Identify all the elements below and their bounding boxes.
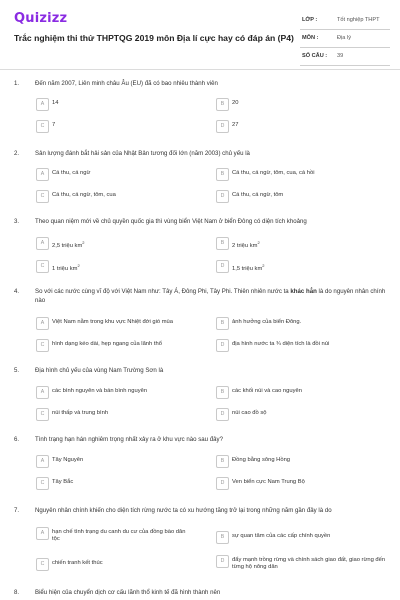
quizizz-logo: Quizizz — [14, 11, 68, 26]
option-letter: D — [216, 339, 229, 352]
option-letter: C — [36, 339, 49, 352]
meta-key: MÔN : — [302, 35, 319, 41]
question-text: Địa hình chủ yếu của vùng Nam Trường Sơn là — [35, 367, 164, 374]
option-text: núi thấp và trung bình — [52, 410, 109, 416]
option-letter: A — [36, 98, 49, 111]
option-text: địa hình nước ta ¾ diện tích là đồi núi — [232, 341, 330, 347]
question-text: Biểu hiện của chuyển dịch cơ cấu lãnh thổ kinh tế đã hình thành nên — [35, 589, 221, 596]
document-title: Trắc nghiệm thi thử THPTQG 2019 môn Địa lí cực hay có đáp án (P4) — [14, 33, 294, 43]
option-text: 2,5 triệu $km^2$ — [52, 240, 85, 249]
option-letter: B — [216, 455, 229, 468]
meta-row-count — [300, 48, 390, 66]
option-letter: B — [216, 168, 229, 181]
question-number: 7. — [14, 507, 20, 514]
question-number: 1. — [14, 80, 20, 87]
option-text: Việt Nam nằm trong khu vực Nhiệt đới gió mùa — [52, 319, 173, 325]
option-letter: A — [36, 386, 49, 399]
option-letter: D — [216, 260, 229, 273]
option-letter: C — [36, 190, 49, 203]
header-divider — [0, 69, 400, 70]
question-number: 6. — [14, 436, 20, 443]
option-text: 7 — [52, 122, 56, 128]
option-text: 14 — [52, 100, 59, 106]
option-letter: A — [36, 527, 49, 540]
question-number: 5. — [14, 367, 20, 374]
option-text: núi cao đồ sộ — [232, 410, 267, 416]
question-text: Nguyên nhân chính khiến cho diện tích rừng nước ta có xu hướng tăng trở lại trong những năm gần đây là do — [35, 507, 332, 514]
option-letter: B — [216, 531, 229, 544]
meta-value: 39 — [337, 53, 344, 59]
option-letter: D — [216, 408, 229, 421]
option-letter: D — [216, 555, 229, 568]
option-letter: C — [36, 260, 49, 273]
option-text: Cá thu, cá ngừ, tôm, cua, cá hồi — [232, 170, 315, 176]
option-letter: A — [36, 317, 49, 330]
option-letter: A — [36, 168, 49, 181]
option-text: hạn chế tình trạng du canh du cư của đồng bào dân tộc — [52, 529, 186, 542]
question-text: Sản lượng đánh bắt hải sản của Nhật Bản tương đối lớn (năm 2003) chủ yếu là — [35, 150, 250, 157]
option-letter: C — [36, 477, 49, 490]
option-text: các khối núi và cao nguyên — [232, 388, 302, 394]
option-text: 2 triệu $km^2$ — [232, 240, 260, 249]
emphasis-text: khác hẳn — [290, 288, 317, 295]
meta-table — [300, 12, 390, 66]
option-letter: C — [36, 408, 49, 421]
option-letter: B — [216, 98, 229, 111]
meta-key: SỐ CÂU : — [302, 53, 328, 59]
option-text: Tây Bắc — [52, 479, 74, 485]
option-text: Cá thu, cá ngừ, tôm, cua — [52, 192, 116, 198]
meta-row-subject — [300, 30, 390, 48]
option-letter: B — [216, 317, 229, 330]
option-letter: C — [36, 120, 49, 133]
option-text: hình dạng kéo dài, hẹp ngang của lãnh thổ — [52, 341, 162, 347]
option-letter: B — [216, 237, 229, 250]
option-text: Ven biển cực Nam Trung Bộ — [232, 479, 305, 485]
option-letter: C — [36, 558, 49, 571]
option-text: các bình nguyên và bán bình nguyên — [52, 388, 148, 394]
question-number: 3. — [14, 218, 20, 225]
option-text: Đồng bằng sông Hồng — [232, 457, 291, 463]
header — [0, 0, 400, 68]
option-text: sự quan tâm của các cấp chính quyền — [232, 533, 331, 539]
option-text: Cá thu, cá ngừ, tôm — [232, 192, 284, 198]
option-text: 1 triệu $km^2$ — [52, 263, 80, 272]
option-text: 27 — [232, 122, 239, 128]
option-text: 1,5 triệu $km^2$ — [232, 263, 265, 272]
option-text: chiến tranh kết thúc — [52, 560, 103, 566]
meta-row-class — [300, 12, 390, 30]
question-number: 4. — [14, 288, 20, 295]
option-letter: D — [216, 120, 229, 133]
question-text: Theo quan niệm mới về chủ quyền quốc gia thì vùng biển Việt Nam ở biển Đông có diện tích khoảng — [35, 218, 307, 225]
option-letter: B — [216, 386, 229, 399]
option-text: đẩy mạnh trồng rừng và chính sách giao đất, giao rừng đến từng hộ nông dân — [232, 557, 386, 570]
question-number: 8. — [14, 589, 20, 596]
option-text: Cá thu, cá ngừ — [52, 170, 91, 176]
meta-value: Địa lý — [337, 35, 351, 41]
option-letter: D — [216, 190, 229, 203]
option-text: ảnh hưởng của biển Đông. — [232, 319, 302, 325]
option-text: 20 — [232, 100, 239, 106]
meta-key: LỚP : — [302, 17, 318, 23]
question-text: Đến năm 2007, Liên minh châu Âu (EU) đã có bao nhiêu thành viên — [35, 80, 218, 87]
question-number: 2. — [14, 150, 20, 157]
question-text: Tình trạng hạn hán nghiêm trọng nhất xảy ra ở khu vực nào sau đây? — [35, 436, 223, 443]
option-letter: A — [36, 237, 49, 250]
option-letter: A — [36, 455, 49, 468]
option-letter: D — [216, 477, 229, 490]
option-text: Tây Nguyên — [52, 457, 84, 463]
meta-value: Tốt nghiệp THPT — [337, 17, 380, 23]
question-text: So với các nước cùng vĩ độ với Việt Nam như: Tây Á, Đông Phi, Tây Phi. Thiên nhiên nước ta khác hẳn là do nguyên nhân chính nào — [35, 288, 386, 304]
